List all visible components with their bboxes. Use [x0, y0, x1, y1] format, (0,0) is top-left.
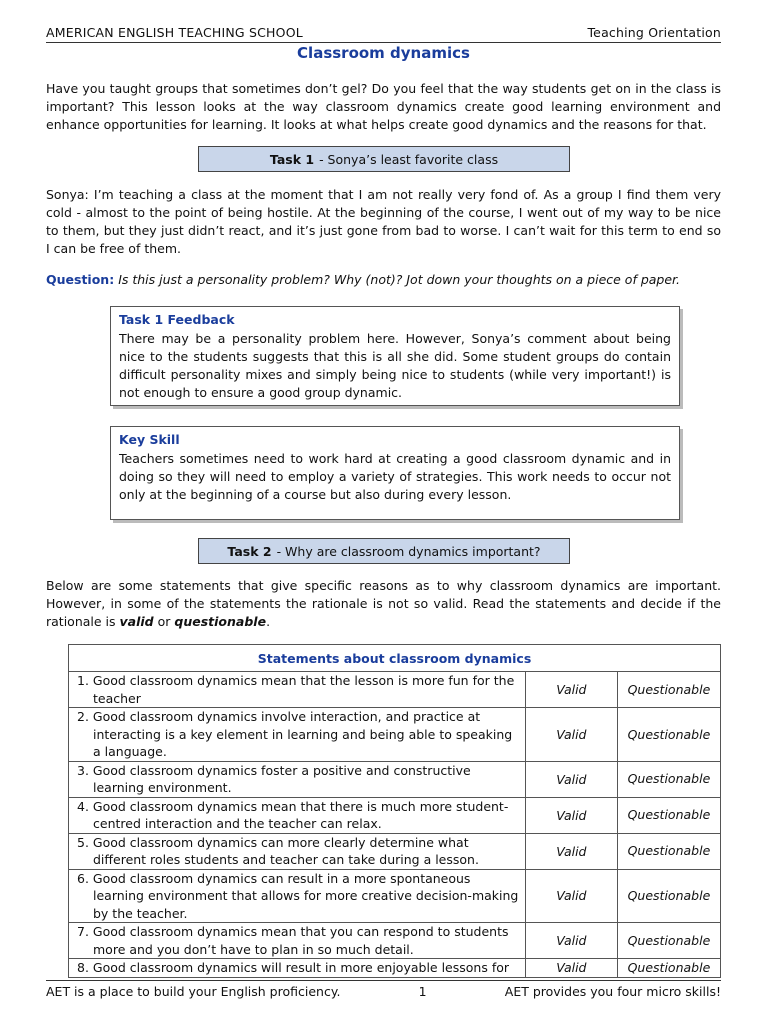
questionable-word: questionable [174, 614, 267, 629]
valid-option[interactable]: Valid [525, 959, 617, 978]
keyskill-box [110, 426, 680, 520]
table-row [69, 833, 721, 869]
questionable-option[interactable]: Questionable [617, 708, 720, 762]
statement-cell: 7. Good classroom dynamics mean that you can respond to students more and you don’t have to plan in so much detail. [69, 923, 526, 959]
valid-option[interactable]: Valid [525, 672, 617, 708]
task1-label: Task 1 [269, 151, 315, 167]
page-number: 1 [418, 984, 427, 999]
task2-box [198, 538, 570, 564]
table-header: Statements about classroom dynamics [69, 645, 721, 672]
page-footer [46, 980, 721, 999]
question-line [46, 272, 721, 287]
table-row [69, 761, 721, 797]
valid-option[interactable]: Valid [525, 923, 617, 959]
instructions-text: Below are some statements that give specific reasons as to why classroom dynamics are important. However, in some of the statements the rationale is not so valid. Read the statements and decide if the rationale is [46, 578, 721, 629]
statement-cell: 3. Good classroom dynamics foster a positive and constructive learning environment. [69, 761, 526, 797]
valid-option[interactable]: Valid [525, 761, 617, 797]
task2-text: - Why are classroom dynamics important? [276, 543, 541, 559]
statement-cell: 5. Good classroom dynamics can more clearly determine what different roles students and teacher can take during a lesson. [69, 833, 526, 869]
task1-box [198, 146, 570, 172]
keyskill-text: Teachers sometimes need to work hard at creating a good classroom dynamic and in doing so they will need to employ a variety of strategies. This work needs to occur not only at the beginning of a course but also during every lesson. [119, 451, 671, 502]
header-section: Teaching Orientation [587, 25, 721, 40]
question-label: Question: [46, 272, 115, 287]
valid-option[interactable]: Valid [525, 833, 617, 869]
statement-cell: 2. Good classroom dynamics involve interaction, and practice at interacting is a key element in learning and being able to speaking a language. [69, 708, 526, 762]
footer-left: AET is a place to build your English proficiency. [46, 984, 341, 999]
task2-label: Task 2 [227, 543, 272, 559]
feedback-box [110, 306, 680, 406]
statement-cell: 8. Good classroom dynamics will result in more enjoyable lessons for [69, 959, 526, 978]
or-word: or [157, 614, 171, 629]
keyskill-heading: Key Skill [119, 432, 180, 447]
instructions-paragraph [46, 577, 721, 631]
statements-table [68, 644, 721, 978]
school-name: AMERICAN ENGLISH TEACHING SCHOOL [46, 25, 303, 40]
valid-option[interactable]: Valid [525, 708, 617, 762]
questionable-option[interactable]: Questionable [617, 959, 720, 978]
intro-paragraph: Have you taught groups that sometimes don’t gel? Do you feel that the way students get on in the class is important? This lesson looks at the way classroom dynamics create good learning environment and enhance opportunities for learning. It looks at what helps create good dynamics and the reasons for that. [46, 81, 721, 132]
feedback-text: There may be a personality problem here. However, Sonya’s comment about being nice to the students suggests that this is all she did. Some student groups do contain difficult personality mixes and simply being nice to students (while very important!) is not enough to ensure a good group dynamic. [119, 331, 671, 400]
table-row [69, 708, 721, 762]
questionable-option[interactable]: Questionable [617, 869, 720, 923]
table-row [69, 959, 721, 978]
questionable-option[interactable]: Questionable [617, 797, 720, 833]
table-row [69, 672, 721, 708]
questionable-option[interactable]: Questionable [617, 672, 720, 708]
valid-word: valid [119, 614, 154, 629]
questionable-option[interactable]: Questionable [617, 833, 720, 869]
question-text: Is this just a personality problem? Why (not)? Jot down your thoughts on a piece of paper. [118, 272, 681, 287]
page-header [46, 25, 721, 43]
sonya-paragraph: Sonya: I’m teaching a class at the moment that I am not really very fond of. As a group I find them very cold - almost to the point of being hostile. At the beginning of the course, I went out of my way to be nice to them, but they just didn’t react, and it’s just gone from bad to worse. I can’t wait for this term to end so I can be free of them. [46, 187, 721, 256]
feedback-heading: Task 1 Feedback [119, 312, 235, 327]
statement-cell: 1. Good classroom dynamics mean that the lesson is more fun for the teacher [69, 672, 526, 708]
table-row [69, 923, 721, 959]
questionable-option[interactable]: Questionable [617, 923, 720, 959]
page-title: Classroom dynamics [297, 44, 470, 62]
statement-cell: 6. Good classroom dynamics can result in a more spontaneous learning environment that allows for more creative decision-making by the teacher. [69, 869, 526, 923]
task1-text: - Sonya’s least favorite class [319, 151, 499, 167]
table-row [69, 797, 721, 833]
table-row [69, 869, 721, 923]
valid-option[interactable]: Valid [525, 869, 617, 923]
instructions-end: . [266, 614, 271, 629]
statement-cell: 4. Good classroom dynamics mean that there is much more student-centred interaction and the teacher can relax. [69, 797, 526, 833]
footer-right: AET provides you four micro skills! [504, 984, 721, 999]
valid-option[interactable]: Valid [525, 797, 617, 833]
questionable-option[interactable]: Questionable [617, 761, 720, 797]
